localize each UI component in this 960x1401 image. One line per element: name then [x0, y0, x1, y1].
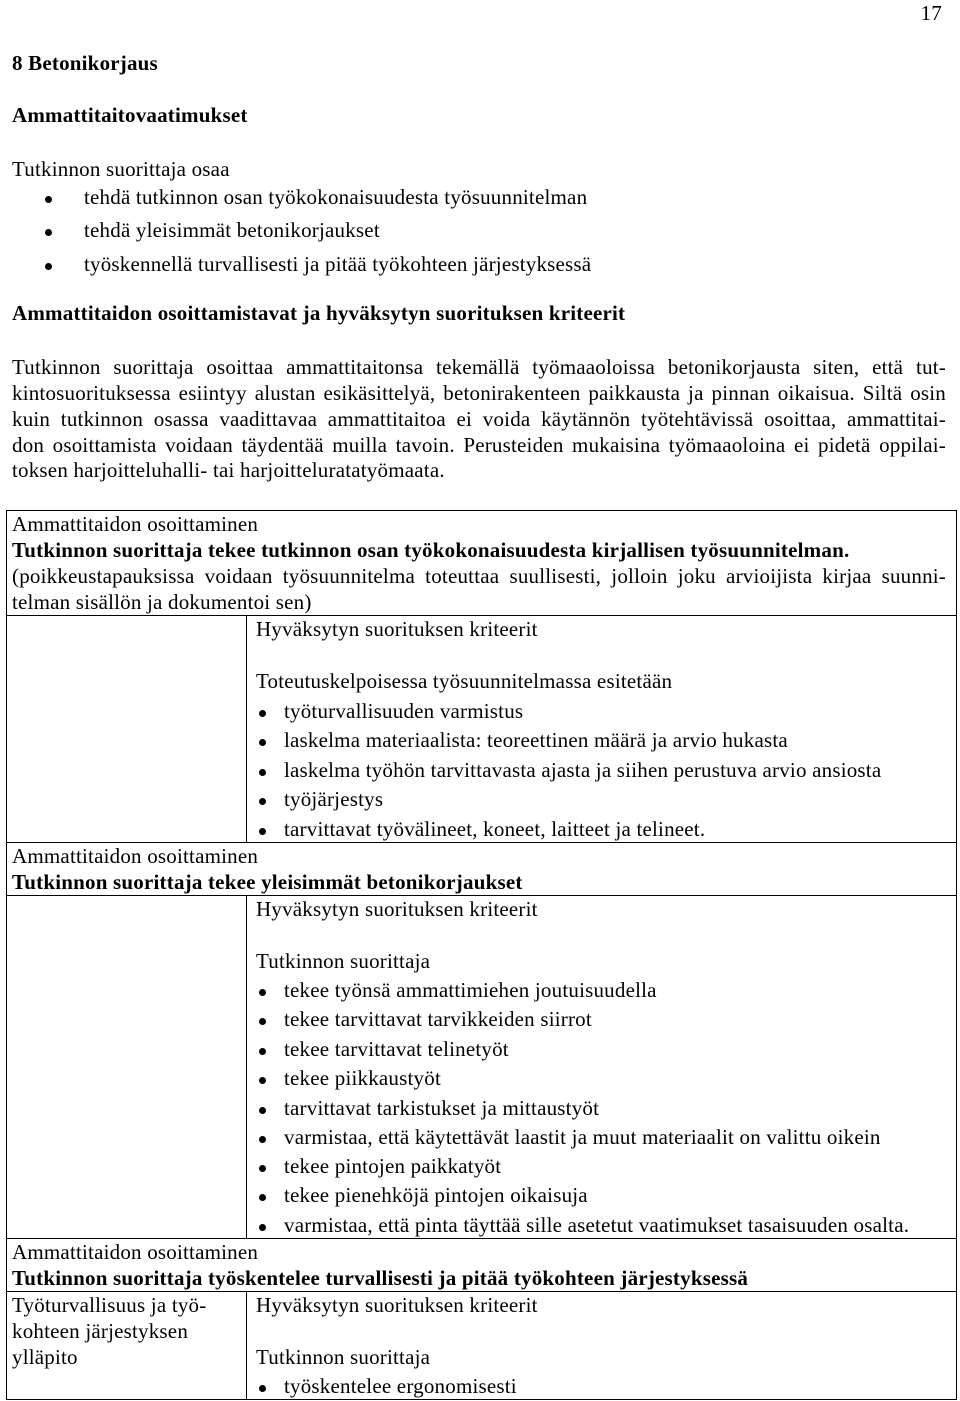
list-item-text: tehdä tutkinnon osan työkokonaisuudesta työsuunnitelman: [84, 185, 588, 209]
demonstration-task: Tutkinnon suorittaja tekee yleisimmät betonikorjaukset: [12, 870, 523, 894]
list-item-text: työturvallisuuden varmistus: [284, 699, 524, 723]
list-item-text: laskelma materiaalista: teoreettinen määrä ja arvio hukasta: [284, 728, 788, 752]
list-item: [247, 816, 956, 842]
demonstration-task: Tutkinnon suorittaja tekee tutkinnon osan työkokonaisuudesta kirjallisen työsuunnitelman.: [12, 538, 850, 562]
demonstration-note-line: telman sisällön ja dokumentoi sen): [12, 590, 312, 614]
list-item: [0, 184, 960, 210]
page-number: 17: [920, 1, 942, 25]
list-item-text: varmistaa, että pinta täyttää sille asetetut vaatimukset tasaisuuden osalta.: [284, 1213, 910, 1237]
methods-section: [0, 300, 960, 484]
paragraph-line: toksen harjoitteluhalli- tai harjoitteluratatyömaata.: [12, 458, 445, 482]
bullet-icon: [45, 229, 52, 236]
bullet-icon: [259, 828, 266, 835]
list-item-text: työskennellä turvallisesti ja pitää työkohteen järjestyksessä: [84, 252, 592, 276]
target-cell: [7, 616, 247, 842]
list-item: [247, 757, 956, 783]
bullet-icon: [259, 798, 266, 805]
target-label-line: kohteen järjestyksen: [12, 1319, 189, 1343]
target-label-line: Työturvallisuus ja työ-: [12, 1293, 207, 1317]
list-item: [247, 1036, 956, 1062]
target-cell: [7, 896, 247, 1238]
criteria-heading: Hyväksytyn suorituksen kriteerit: [256, 1293, 538, 1317]
bullet-icon: [259, 769, 266, 776]
paragraph-line: Tutkinnon suorittaja osoittaa ammattitaitonsa tekemällä työmaaoloissa betonikorjausta siten, että tut-: [12, 355, 946, 379]
list-item: [247, 1212, 956, 1238]
list-item-text: tehdä yleisimmät betonikorjaukset: [84, 218, 380, 242]
demonstration-note-line: (poikkeustapauksissa voidaan työsuunnitelma toteuttaa suullisesti, jolloin joku arvioijista kirjaa suunni-: [12, 564, 946, 588]
methods-heading: Ammattitaidon osoittamistavat ja hyväksytyn suorituksen kriteerit: [12, 301, 626, 325]
criteria-cell: [247, 896, 956, 1238]
requirements-section: [0, 102, 960, 277]
list-item: [247, 977, 956, 1003]
list-item-text: työskentelee ergonomisesti: [284, 1374, 517, 1398]
bullet-icon: [259, 1136, 266, 1143]
bullet-icon: [45, 263, 52, 270]
criteria-intro: Tutkinnon suorittaja: [256, 949, 431, 973]
list-item-text: tarvittavat tarkistukset ja mittaustyöt: [284, 1096, 600, 1120]
demonstration-label: Ammattitaidon osoittaminen: [12, 1240, 259, 1264]
bullet-icon: [259, 1224, 266, 1231]
list-item-text: tekee tarvittavat telinetyöt: [284, 1037, 509, 1061]
list-item-text: tekee pintojen paikkatyöt: [284, 1154, 502, 1178]
paragraph-line: kuin tutkinnon osassa vaadittavaa ammattitaitoa ei voida käytännön työtehtävissä osoittaa, ammattitai-: [12, 407, 946, 431]
demonstration-row: [7, 511, 956, 616]
demonstration-label: Ammattitaidon osoittaminen: [12, 844, 259, 868]
list-item-text: laskelma työhön tarvittavasta ajasta ja siihen perustuva arvio ansiosta: [284, 758, 882, 782]
demonstration-row: [7, 1239, 956, 1292]
list-item-text: tekee työnsä ammattimiehen joutuisuudella: [284, 978, 657, 1002]
list-item: [247, 1095, 956, 1121]
criteria-heading: Hyväksytyn suorituksen kriteerit: [256, 617, 538, 641]
list-item: [247, 1065, 956, 1091]
paragraph-line: don osoittamista voidaan täydentää muilla tavoin. Perusteiden mukaisina työmaaoloina ei pidetä oppilai-: [12, 433, 946, 457]
criteria-intro: Tutkinnon suorittaja: [256, 1345, 431, 1369]
list-item: [0, 251, 960, 277]
paragraph-line: kintosuorituksessa esiintyy alustan esikäsittelyä, betonirakenteen paikkausta ja pinnan oikaisua. Siltä osin: [12, 381, 946, 405]
assessment-table: [6, 510, 957, 1400]
bullet-icon: [259, 1077, 266, 1084]
list-item-text: tekee tarvittavat tarvikkeiden siirrot: [284, 1007, 592, 1031]
list-item-text: tekee pienehköjä pintojen oikaisuja: [284, 1183, 588, 1207]
bullet-icon: [259, 989, 266, 996]
requirements-heading: Ammattitaitovaatimukset: [12, 103, 248, 127]
bullet-icon: [259, 1018, 266, 1025]
bullet-icon: [259, 1194, 266, 1201]
bullet-icon: [259, 1048, 266, 1055]
bullet-icon: [259, 1385, 266, 1392]
bullet-icon: [259, 1107, 266, 1114]
list-item: [247, 1124, 956, 1150]
bullet-icon: [259, 710, 266, 717]
list-item: [247, 1153, 956, 1179]
chapter-title: 8 Betonikorjaus: [12, 51, 158, 75]
criteria-row: [7, 896, 956, 1239]
list-item: [247, 1006, 956, 1032]
bullet-icon: [259, 739, 266, 746]
list-item: [247, 727, 956, 753]
list-item: [0, 217, 960, 243]
list-item: [247, 786, 956, 812]
criteria-cell: [247, 1292, 956, 1399]
criteria-row: [7, 1292, 956, 1399]
bullet-icon: [45, 196, 52, 203]
criteria-intro: Toteutuskelpoisessa työsuunnitelmassa esitetään: [256, 669, 673, 693]
bullet-icon: [259, 1165, 266, 1172]
criteria-cell: [247, 616, 956, 842]
list-item: [247, 698, 956, 724]
demonstration-label: Ammattitaidon osoittaminen: [12, 512, 259, 536]
criteria-row: [7, 616, 956, 843]
criteria-heading: Hyväksytyn suorituksen kriteerit: [256, 897, 538, 921]
target-cell: [7, 1292, 247, 1399]
list-item-text: tekee piikkaustyöt: [284, 1066, 441, 1090]
list-item: [247, 1373, 956, 1399]
list-item: [247, 1182, 956, 1208]
target-label-line: ylläpito: [12, 1345, 78, 1369]
list-item-text: tarvittavat työvälineet, koneet, laitteet ja telineet.: [284, 817, 706, 841]
list-item-text: työjärjestys: [284, 787, 384, 811]
demonstration-task: Tutkinnon suorittaja työskentelee turvallisesti ja pitää työkohteen järjestyksessä: [12, 1266, 749, 1290]
demonstration-row: [7, 843, 956, 896]
list-item-text: varmistaa, että käytettävät laastit ja muut materiaalit on valittu oikein: [284, 1125, 881, 1149]
requirements-intro: Tutkinnon suorittaja osaa: [12, 157, 230, 181]
